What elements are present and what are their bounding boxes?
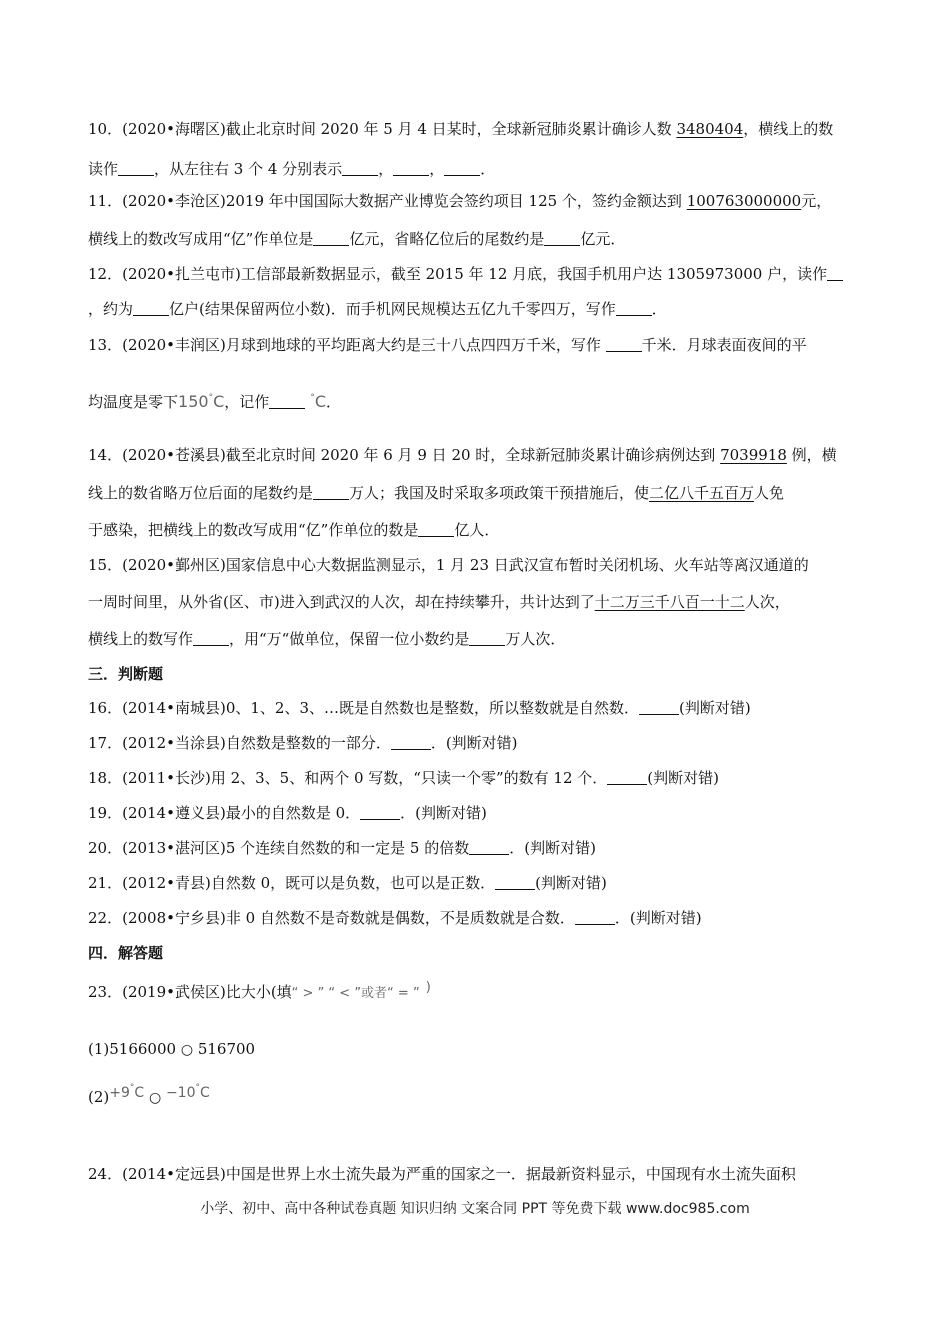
underlined-number: 3480404 — [676, 120, 744, 138]
q10-line2: 读作 ，从左往右 3 个 4 分别表示 ， ， ． — [88, 160, 496, 178]
q14-line3: 于感染，把横线上的数改写成用“亿”作单位的数是 亿人． — [88, 521, 500, 539]
q10-line1: 10．(2020•海曙区)截止北京时间 2020 年 5 月 4 日某时，全球新冠肺炎累计确诊人数 3480404，横线上的数 — [88, 120, 834, 138]
temperature-value: 150°C — [178, 392, 225, 411]
judge-item: 20．(2013•湛河区)5 个连续自然数的和一定是 5 的倍数 ．(判断对错) — [88, 839, 596, 857]
q23-part1: (1)5166000 ○ 516700 — [88, 1040, 256, 1058]
answer-blank[interactable] — [118, 161, 154, 176]
q13-line1: 13．(2020•丰润区)月球到地球的平均距离大约是三十八点四四万千米，写作 千米．月球表面夜间的平 — [88, 336, 807, 354]
q15-line3: 横线上的数写作 ，用“万“做单位，保留一位小数约是 万人次． — [88, 630, 566, 648]
q12-line1: 12．(2020•扎兰屯市)工信部最新数据显示，截至 2015 年 12 月底，我国手机用户达 1305973000 户，读作 — [88, 264, 843, 284]
q23-part2: (2)+9°C ○ −10°C — [88, 1083, 210, 1106]
q24-line1: 24．(2014•定远县)中国是世界上水土流失最为严重的国家之一．据最新资料显示，中国现有水土流失面积 — [88, 1165, 796, 1183]
answer-blank[interactable] — [444, 161, 480, 176]
answer-blank[interactable] — [469, 840, 509, 855]
section-heading-judge: 三．判断题 — [88, 665, 164, 683]
q14-line1: 14．(2020•苍溪县)截至北京时间 2020 年 6 月 9 日 20 时，全球新冠肺炎累计确诊病例达到 7039918 例，横 — [88, 446, 837, 464]
judge-item: 16．(2014•南城县)0、1、2、3、…既是自然数也是整数，所以整数就是自然数． (判断对错) — [88, 699, 751, 717]
underlined-number: 二亿八千五百万 — [649, 484, 755, 502]
answer-blank[interactable] — [393, 161, 429, 176]
answer-blank[interactable] — [133, 301, 169, 316]
judge-item: 19．(2014•遵义县)最小的自然数是 0． ．(判断对错) — [88, 804, 487, 822]
answer-blank[interactable] — [360, 805, 400, 820]
answer-blank[interactable] — [616, 301, 652, 316]
answer-blank[interactable] — [313, 231, 349, 246]
degree-unit: °C — [310, 392, 327, 411]
q15-line2: 一周时间里，从外省(区、市)进入到武汉的人次，却在持续攀升，共计达到了十二万三千八百一十二人次， — [88, 593, 790, 611]
q23-title: 23．(2019•武侯区)比大小(填“ > ” “ < ”或者“ = ” ) — [88, 980, 431, 1001]
answer-blank[interactable] — [495, 875, 535, 890]
answer-blank[interactable] — [575, 910, 615, 925]
judge-item: 21．(2012•青县)自然数 0，既可以是负数，也可以是正数． (判断对错) — [88, 874, 607, 892]
comparison-symbols: “ > ” “ < ”或者“ = ” — [291, 986, 420, 1001]
temperature-left: +9°C — [109, 1083, 145, 1101]
answer-blank[interactable] — [193, 631, 229, 646]
compare-circle[interactable]: ○ — [180, 1042, 194, 1058]
q13-line2: 均温度是零下150°C，记作 °C． — [88, 392, 342, 411]
underlined-number: 十二万三千八百一十二 — [594, 593, 745, 611]
answer-blank[interactable] — [313, 485, 349, 500]
answer-blank[interactable] — [606, 337, 642, 352]
underlined-number: 7039918 — [720, 446, 787, 464]
answer-blank[interactable] — [342, 161, 378, 176]
section-heading-answer: 四．解答题 — [88, 944, 164, 962]
q11-line2: 横线上的数改写成用“亿”作单位是 亿元，省略亿位后的尾数约是 亿元． — [88, 230, 626, 248]
judge-item: 17．(2012•当涂县)自然数是整数的一部分． ．(判断对错) — [88, 734, 518, 752]
judge-item: 22．(2008•宁乡县)非 0 自然数不是奇数就是偶数，不是质数就是合数． ．(判断对错) — [88, 909, 702, 927]
answer-blank[interactable] — [391, 735, 431, 750]
underlined-number: 100763000000 — [686, 192, 802, 210]
q12-line2: ，约为 亿户(结果保留两位小数)．而手机网民规模达五亿九千零四万，写作 ． — [88, 300, 667, 318]
answer-blank[interactable] — [469, 631, 505, 646]
footer-banner[interactable]: 小学、初中、高中各种试卷真题 知识归纳 文案合同 PPT 等免费下载 www.doc985.com — [200, 1201, 750, 1217]
q15-line1: 15．(2020•鄞州区)国家信息中心大数据监测显示，1 月 23 日武汉宣布暂时关闭机场、火车站等离汉通道的 — [88, 556, 809, 574]
answer-blank[interactable] — [639, 700, 679, 715]
judge-item: 18．(2011•长沙)用 2、3、5、和两个 0 写数，“只读一个零”的数有 12 个． (判断对错) — [88, 769, 719, 787]
answer-blank[interactable] — [544, 231, 580, 246]
q14-line2: 线上的数省略万位后面的尾数约是 万人；我国及时采取多项政策干预措施后，使二亿八千五百万人免 — [88, 484, 785, 502]
answer-blank[interactable] — [269, 394, 305, 409]
temperature-right: −10°C — [165, 1083, 210, 1101]
q11-line1: 11．(2020•李沧区)2019 年中国国际大数据产业博览会签约项目 125 个，签约金额达到 100763000000元， — [88, 192, 832, 210]
answer-blank[interactable] — [418, 522, 454, 537]
answer-blank[interactable] — [827, 266, 843, 281]
compare-circle[interactable]: ○ — [148, 1090, 162, 1106]
answer-blank[interactable] — [607, 770, 647, 785]
